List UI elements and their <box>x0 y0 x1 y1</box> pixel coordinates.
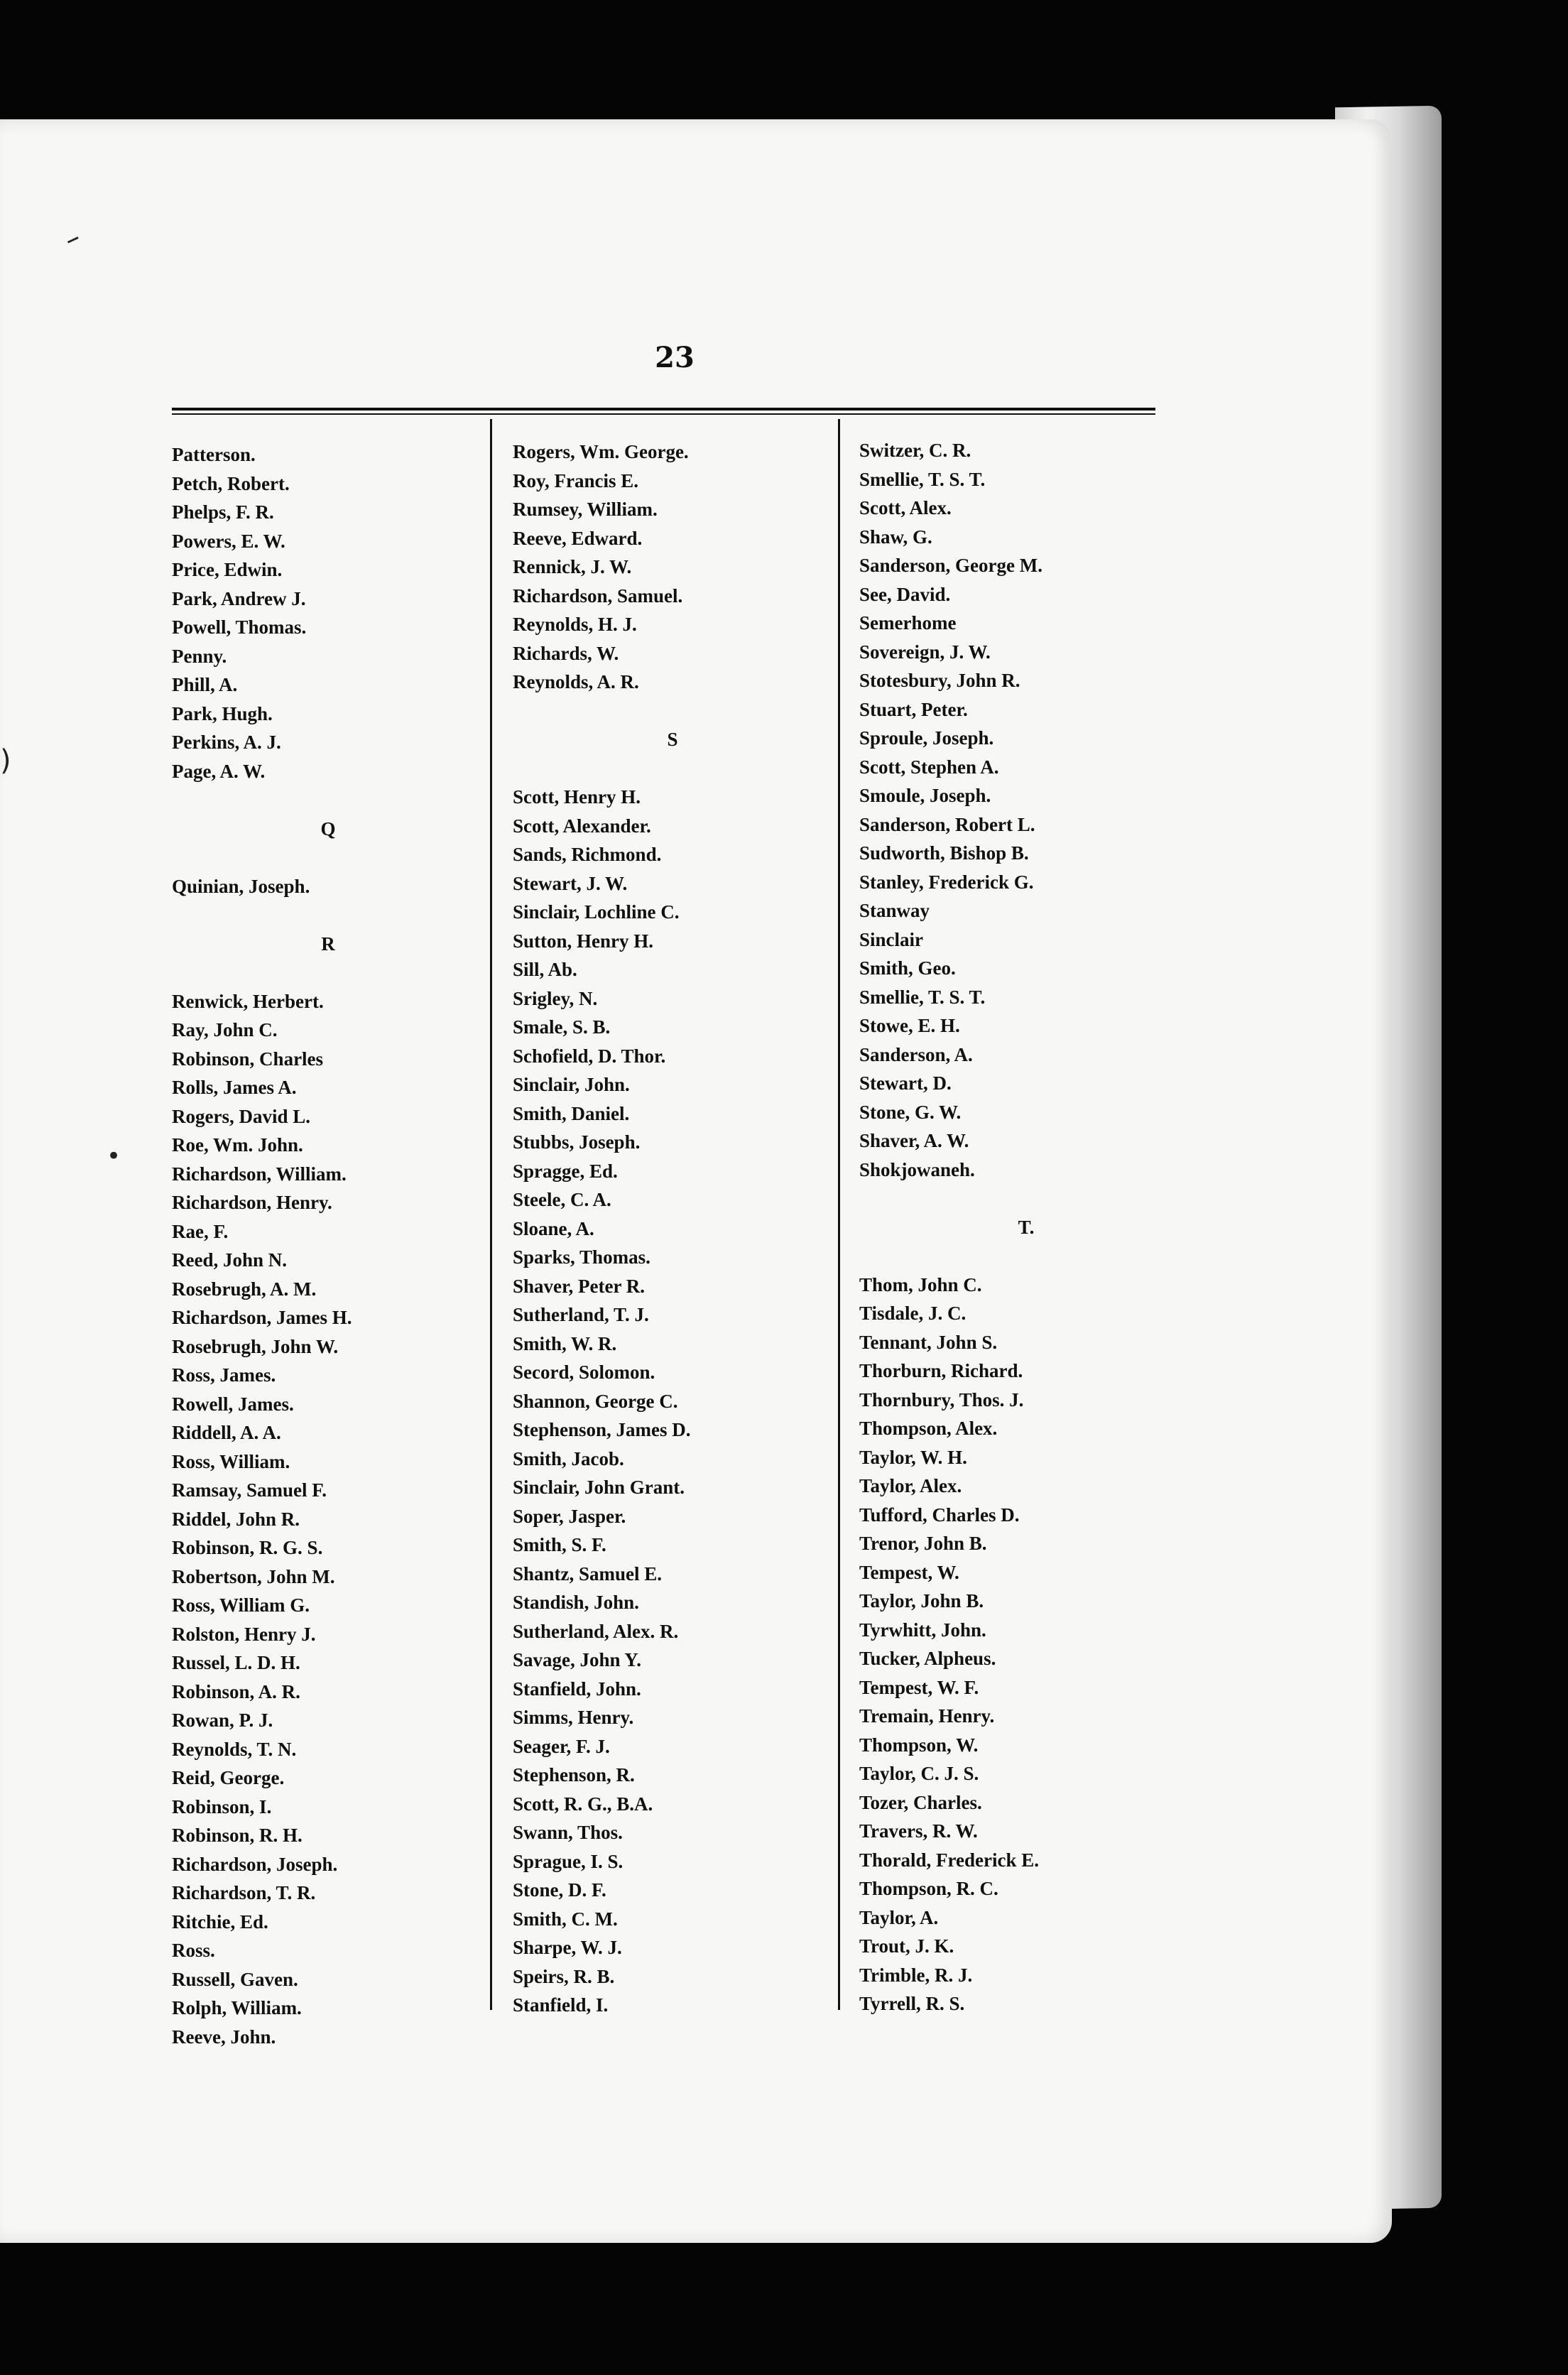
p-entries-list <box>172 440 484 786</box>
name-entry: Sinclair, Lochline C. <box>513 901 680 923</box>
name-entry: Robinson, R. H. <box>172 1825 303 1846</box>
name-entry: Rosebrugh, John W. <box>172 1335 339 1357</box>
name-entry: Schofield, D. Thor. <box>513 1045 666 1067</box>
r-entries-list <box>513 438 832 697</box>
name-entry: Stuart, Peter. <box>859 698 968 720</box>
name-entry: Tozer, Charles. <box>859 1791 982 1813</box>
name-entry: Stanley, Frederick G. <box>859 871 1034 893</box>
name-entry: Quinian, Joseph. <box>172 875 310 897</box>
t-entries-list <box>859 1271 1193 2018</box>
name-entry: Thompson, W. <box>859 1734 979 1756</box>
name-entry: Seager, F. J. <box>513 1735 610 1757</box>
name-entry: Tyrwhitt, John. <box>859 1619 986 1641</box>
name-entry: Reid, George. <box>172 1767 285 1788</box>
name-entry: Sands, Richmond. <box>513 844 662 865</box>
name-entry: Sudworth, Bishop B. <box>859 842 1029 864</box>
name-entry: Travers, R. W. <box>859 1820 978 1842</box>
spacer <box>859 1241 1193 1271</box>
name-entry: Ross, William G. <box>172 1594 310 1616</box>
name-entry: Taylor, Alex. <box>859 1475 962 1496</box>
name-entry: Smith, W. R. <box>513 1332 617 1354</box>
name-entry: Sill, Ab. <box>513 959 577 980</box>
name-entry: Tyrrell, R. S. <box>859 1993 965 2014</box>
name-entry: Shaver, Peter R. <box>513 1275 645 1297</box>
name-entry: Renwick, Herbert. <box>172 990 324 1012</box>
name-entry: Switzer, C. R. <box>859 440 971 461</box>
name-entry: Stanfield, I. <box>513 1994 609 2016</box>
name-entry: Thom, John C. <box>859 1273 982 1295</box>
name-entry: Richards, W. <box>513 642 619 664</box>
stray-mark: – <box>59 220 86 257</box>
name-entry: Reed, John N. <box>172 1249 288 1271</box>
name-entry: Shantz, Samuel E. <box>513 1562 663 1585</box>
name-entry: Stubbs, Joseph. <box>513 1131 641 1153</box>
header-rule-thin <box>172 413 1155 415</box>
section-heading-q: Q <box>320 817 336 839</box>
section-heading-r: R <box>321 933 335 955</box>
s-entries-list <box>859 436 1193 1184</box>
name-entry: Powers, E. W. <box>172 530 285 552</box>
page-number: 23 <box>655 341 695 374</box>
name-entry: Richardson, Samuel. <box>513 585 683 607</box>
name-entry: Speirs, R. B. <box>513 1965 615 1987</box>
name-entry: Sinclair <box>859 928 924 950</box>
name-entry: Robinson, A. R. <box>172 1680 300 1702</box>
name-entry: Shokjowaneh. <box>859 1158 975 1180</box>
name-entry: Steele, C. A. <box>513 1189 611 1210</box>
name-entry: Ross, James. <box>172 1364 276 1386</box>
name-entry: Thorald, Frederick E. <box>859 1849 1039 1871</box>
name-entry: Taylor, W. H. <box>859 1446 967 1468</box>
name-entry: Ross, William. <box>172 1450 290 1472</box>
name-entry: Taylor, C. J. S. <box>859 1763 979 1784</box>
name-entry: Tempest, W. <box>859 1561 959 1583</box>
spacer <box>513 754 832 783</box>
name-entry: Stewart, D. <box>859 1072 952 1094</box>
name-entry: Trout, J. K. <box>859 1935 954 1957</box>
spacer <box>172 786 484 815</box>
name-entry: Soper, Jasper. <box>513 1505 626 1527</box>
name-entry: Riddel, John R. <box>172 1508 300 1530</box>
name-entry: Shaw, G. <box>859 526 932 548</box>
name-entry: Smith, Geo. <box>859 957 956 979</box>
name-entry: Taylor, A. <box>859 1906 939 1928</box>
name-entry: Tisdale, J. C. <box>859 1303 967 1324</box>
name-entry: Savage, John Y. <box>513 1649 642 1670</box>
name-entry: Stephenson, R. <box>513 1764 635 1786</box>
name-entry: Richardson, William. <box>172 1163 347 1185</box>
name-entry: Rowan, P. J. <box>172 1710 273 1731</box>
name-entry: Sutton, Henry H. <box>513 930 654 952</box>
name-entry: Reynolds, T. N. <box>172 1738 297 1760</box>
name-entry: Park, Andrew J. <box>172 587 306 609</box>
q-entries-list <box>172 872 484 901</box>
name-entry: Powell, Thomas. <box>172 616 307 638</box>
name-entry: Sanderson, George M. <box>859 555 1042 576</box>
name-entry: Scott, Alex. <box>859 497 952 518</box>
name-entry: Sprague, I. S. <box>513 1850 624 1872</box>
name-entry: Shannon, George C. <box>513 1390 678 1412</box>
name-entry: Patterson. <box>172 444 256 465</box>
name-entry: Scott, R. G., B.A. <box>513 1793 653 1815</box>
name-entry: Sparks, Thomas. <box>513 1246 650 1268</box>
name-entry: Rogers, Wm. George. <box>513 441 689 462</box>
margin-mark: • <box>107 1142 121 1170</box>
name-entry: Robinson, I. <box>172 1795 272 1817</box>
name-entry: Sinclair, John Grant. <box>513 1477 685 1498</box>
name-entry: Rae, F. <box>172 1220 229 1242</box>
edge-mark: ) <box>0 744 11 777</box>
name-entry: Rolph, William. <box>172 1997 302 2018</box>
name-entry: Tennant, John S. <box>859 1331 998 1353</box>
name-entry: Trimble, R. J. <box>859 1964 973 1986</box>
name-entry: Park, Hugh. <box>172 702 273 724</box>
name-entry: Richardson, T. R. <box>172 1882 316 1903</box>
name-entry: Reynolds, H. J. <box>513 614 637 635</box>
name-entry: Ray, John C. <box>172 1019 278 1040</box>
name-entry: Robinson, R. G. S. <box>172 1537 323 1558</box>
name-entry: Robertson, John M. <box>172 1565 335 1587</box>
name-entry: Sinclair, John. <box>513 1074 630 1095</box>
name-entry: Scott, Stephen A. <box>859 756 999 778</box>
name-entry: Ritchie, Ed. <box>172 1911 268 1933</box>
name-entry: Stotesbury, John R. <box>859 670 1020 691</box>
name-entry: Smith, C. M. <box>513 1908 618 1930</box>
name-entry: Smith, S. F. <box>513 1534 606 1555</box>
name-entry: See, David. <box>859 583 951 605</box>
spacer <box>172 843 484 872</box>
name-entry: Standish, John. <box>513 1592 639 1613</box>
spacer <box>172 901 484 930</box>
name-entry: Stowe, E. H. <box>859 1015 960 1036</box>
column-divider-right <box>838 419 840 2010</box>
name-entry: Smith, Daniel. <box>513 1102 630 1124</box>
name-entry: Stewart, J. W. <box>513 872 628 894</box>
name-entry: Smale, S. B. <box>513 1016 611 1038</box>
name-entry: Sanderson, A. <box>859 1043 973 1065</box>
names-column-1 <box>172 440 484 2051</box>
name-entry: Secord, Solomon. <box>513 1362 655 1383</box>
spacer <box>859 1184 1193 1213</box>
name-entry: Ramsay, Samuel F. <box>172 1479 327 1501</box>
name-entry: Scott, Alexander. <box>513 815 651 837</box>
name-entry: Smellie, T. S. T. <box>859 986 986 1008</box>
name-entry: Russel, L. D. H. <box>172 1652 300 1673</box>
name-entry: Phill, A. <box>172 674 238 695</box>
name-entry: Scott, Henry H. <box>513 786 641 808</box>
name-entry: Sutherland, Alex. R. <box>513 1620 679 1642</box>
names-column-2 <box>513 438 832 2020</box>
name-entry: Sharpe, W. J. <box>513 1937 622 1958</box>
name-entry: Rowell, James. <box>172 1393 294 1415</box>
name-entry: Stone, G. W. <box>859 1101 962 1123</box>
name-entry: Roy, Francis E. <box>513 469 639 491</box>
s-entries-list <box>513 783 832 2020</box>
name-entry: Price, Edwin. <box>172 559 283 580</box>
name-entry: Penny. <box>172 645 227 667</box>
name-entry: Trenor, John B. <box>859 1533 987 1554</box>
name-entry: Stone, D. F. <box>513 1879 606 1901</box>
name-entry: Richardson, James H. <box>172 1307 352 1328</box>
column-divider-left <box>490 419 492 2010</box>
names-column-3 <box>859 436 1193 2018</box>
spacer <box>172 958 484 987</box>
name-entry: Sanderson, Robert L. <box>859 813 1035 835</box>
name-entry: Thompson, R. C. <box>859 1878 998 1899</box>
name-entry: Thompson, Alex. <box>859 1418 998 1439</box>
name-entry: Tremain, Henry. <box>859 1705 995 1727</box>
name-entry: Stanway <box>859 900 930 921</box>
name-entry: Semerhome <box>859 612 957 634</box>
name-entry: Smoule, Joseph. <box>859 785 991 806</box>
section-heading-t: T. <box>1018 1216 1035 1238</box>
name-entry: Rosebrugh, A. M. <box>172 1278 317 1300</box>
name-entry: Reeve, Edward. <box>513 527 643 549</box>
name-entry: Phelps, F. R. <box>172 501 274 523</box>
name-entry: Sutherland, T. J. <box>513 1304 649 1325</box>
name-entry: Riddell, A. A. <box>172 1422 281 1443</box>
name-entry: Stanfield, John. <box>513 1678 641 1700</box>
name-entry: Reeve, John. <box>172 2026 276 2048</box>
name-entry: Ross. <box>172 1940 215 1961</box>
name-entry: Tempest, W. F. <box>859 1676 979 1698</box>
name-entry: Roe, Wm. John. <box>172 1134 303 1156</box>
name-entry: Sloane, A. <box>513 1217 594 1239</box>
name-entry: Petch, Robert. <box>172 472 290 494</box>
name-entry: Perkins, A. J. <box>172 732 281 753</box>
name-entry: Richardson, Henry. <box>172 1192 332 1213</box>
name-entry: Rumsey, William. <box>513 499 658 520</box>
name-entry: Tucker, Alpheus. <box>859 1648 996 1669</box>
name-entry: Smith, Jacob. <box>513 1447 624 1469</box>
name-entry: Thorburn, Richard. <box>859 1360 1023 1381</box>
name-entry: Russell, Gaven. <box>172 1968 298 1990</box>
header-rule <box>172 408 1155 411</box>
name-entry: Taylor, John B. <box>859 1590 984 1612</box>
name-entry: Richardson, Joseph. <box>172 1853 338 1875</box>
name-entry: Rolston, Henry J. <box>172 1623 316 1645</box>
section-heading-s: S <box>667 729 678 750</box>
name-entry: Rolls, James A. <box>172 1077 297 1098</box>
name-entry: Thornbury, Thos. J. <box>859 1388 1024 1411</box>
name-entry: Rennick, J. W. <box>513 556 632 577</box>
name-entry: Tufford, Charles D. <box>859 1504 1020 1526</box>
name-entry: Stephenson, James D. <box>513 1419 691 1440</box>
name-entry: Sproule, Joseph. <box>859 727 994 749</box>
name-entry: Smellie, T. S. T. <box>859 468 986 490</box>
name-entry: Robinson, Charles <box>172 1048 324 1070</box>
name-entry: Page, A. W. <box>172 760 266 782</box>
name-entry: Rogers, David L. <box>172 1105 310 1127</box>
spacer <box>513 697 832 726</box>
r-entries-list <box>172 987 484 2052</box>
name-entry: Srigley, N. <box>513 987 598 1009</box>
name-entry: Reynolds, A. R. <box>513 671 639 692</box>
name-entry: Sovereign, J. W. <box>859 641 991 663</box>
name-entry: Swann, Thos. <box>513 1822 623 1843</box>
name-entry: Shaver, A. W. <box>859 1130 969 1151</box>
name-entry: Spragge, Ed. <box>513 1160 618 1182</box>
name-entry: Simms, Henry. <box>513 1707 634 1728</box>
